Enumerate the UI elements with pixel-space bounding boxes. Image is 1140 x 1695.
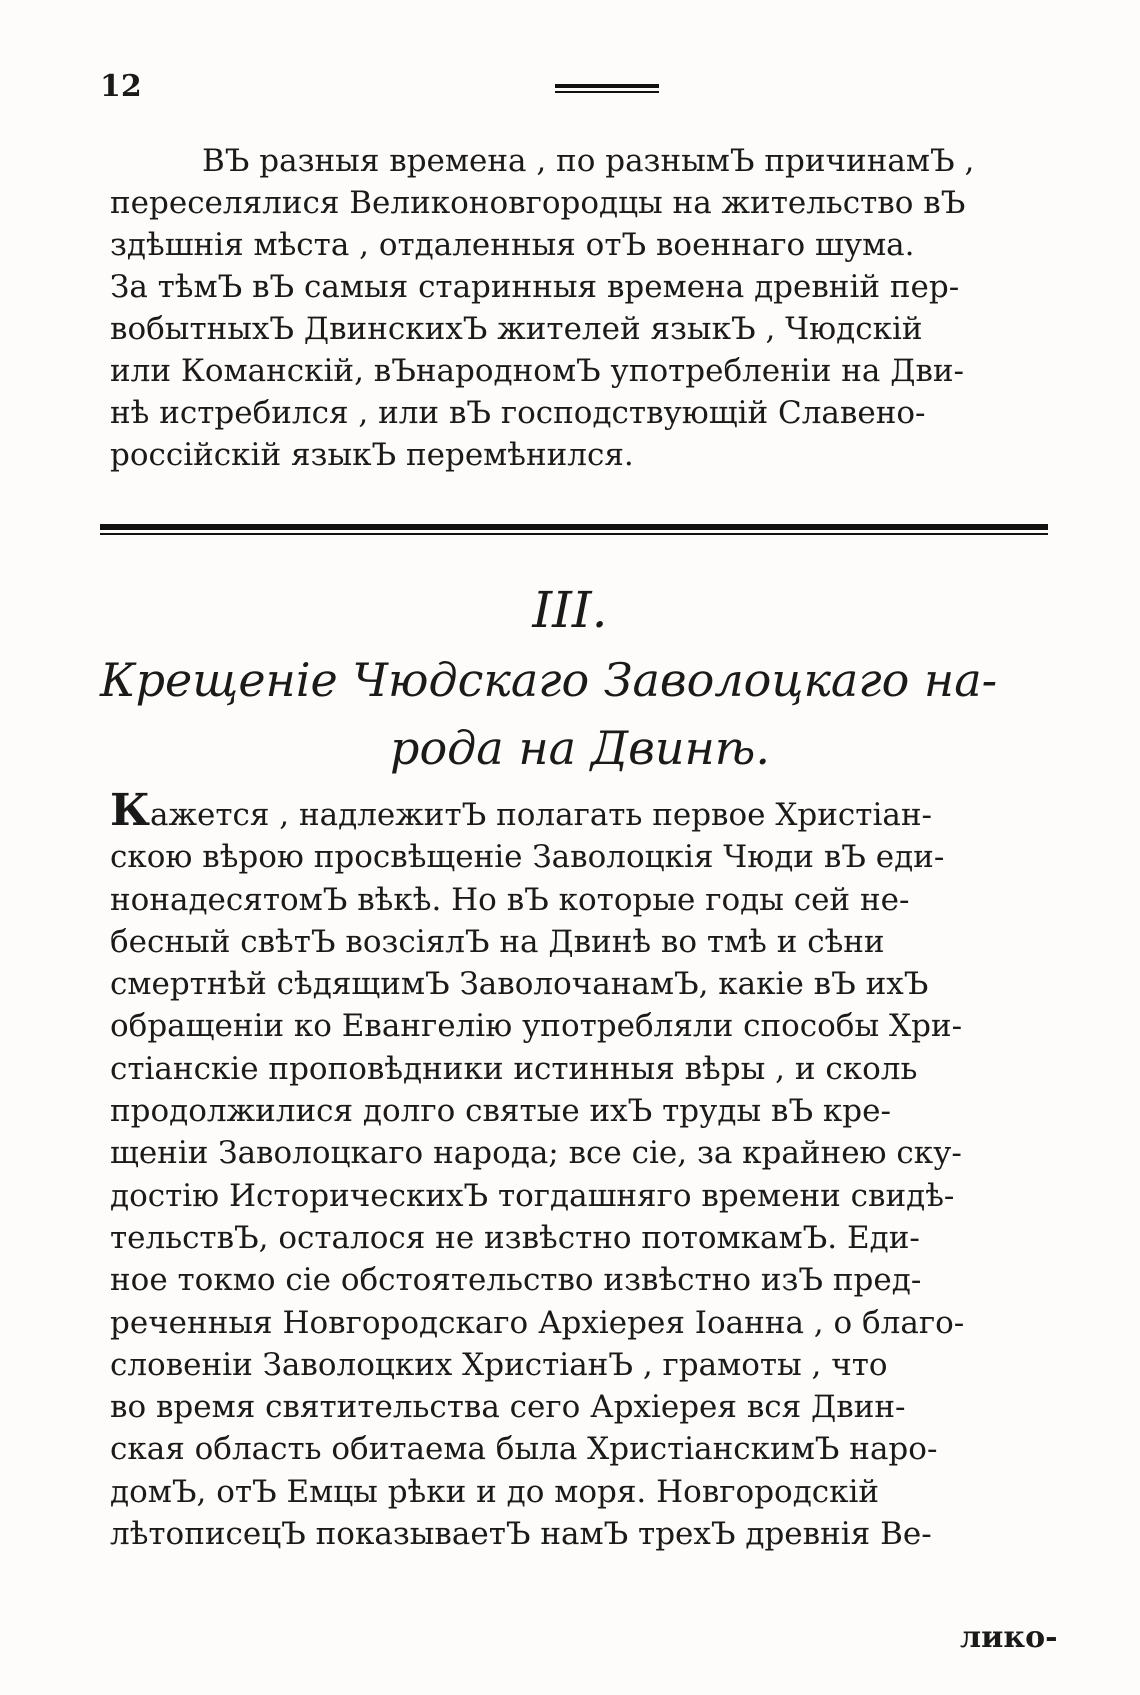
text-line: вобытныхЪ ДвинскихЪ жителей языкЪ , Чюдскій [110, 311, 923, 347]
section-title [100, 646, 1060, 782]
text-line: домЪ, отЪ Емцы рѣки и до моря. Новгородскій [110, 1473, 880, 1510]
text-line: щеніи Заволоцкаго народа; все сіе, за крайнею ску- [110, 1135, 962, 1172]
text-line: словеніи Заволоцких ХристіанЪ , грамоты , что [110, 1346, 888, 1383]
drop-cap: К [110, 785, 151, 836]
section-divider-rule [100, 524, 1048, 538]
header-ornament-rule [555, 84, 659, 96]
text-line-first [110, 785, 1060, 836]
section-number: III. [532, 581, 608, 639]
text-line: обращеніи ко Евангелію употребляли способы Хри- [110, 1008, 963, 1045]
text-line: ное токмо сіе обстоятельство извѣстно изЪ пред- [110, 1262, 922, 1299]
text-line: переселялися Великоновгородцы на жительство вЪ [110, 185, 966, 221]
paragraph-2 [110, 785, 1060, 1555]
text-line: стіанскіе проповѣдники истинныя вѣры , и сколь [110, 1050, 918, 1087]
text-line: россійскій языкЪ перемѣнился. [110, 437, 634, 473]
text-line: ВЪ разныя времена , по разнымЪ причинамЪ , [202, 143, 975, 179]
text-line: реченныя Новгородскаго Архіерея Іоанна , о благо- [110, 1304, 965, 1341]
text-line: или Команскій, вЪнародномЪ употребленіи на Дви- [110, 353, 965, 389]
text-line: скою вѣрою просвѣщеніе Заволоцкія Чюди вЪ еди- [110, 839, 945, 876]
text-line: нѣ истребился , или вЪ господствующій Славено- [110, 395, 926, 431]
text-line: продолжилися долго святые ихЪ труды вЪ кре- [110, 1093, 891, 1130]
text-line: бесный свѣтЪ возсіялЪ на Двинѣ во тмѣ и сѣни [110, 923, 885, 960]
text-line: ская область обитаема была ХристіанскимЪ наро- [110, 1431, 938, 1468]
text-line: ажется , надлежитЪ полагать первое Христіан- [150, 797, 932, 833]
text-line: За тѣмЪ вЪ самыя старинныя времена древній пер- [110, 269, 960, 305]
paragraph-1 [110, 140, 1060, 476]
text-line: здѣшнія мѣста , отдаленныя отЪ военнаго шума. [110, 227, 915, 263]
text-line: лѣтописецЪ показываетЪ намЪ трехЪ древнія Ве- [110, 1516, 932, 1553]
text-line: достію ИсторическихЪ тогдашняго времени свидѣ- [110, 1177, 955, 1214]
text-line: во время святительства сего Архіерея вся Двин- [110, 1389, 906, 1426]
text-line: тельствЪ, осталося не извѣстно потомкамЪ. Еди- [110, 1219, 920, 1256]
page-number: 12 [100, 69, 142, 104]
section-title-line: рода на Двинѣ. [390, 721, 770, 775]
section-title-line: Крещеніе Чюдскаго Заволоцкаго на- [100, 653, 998, 707]
text-line: смертнѣй сѣдящимЪ ЗаволочанамЪ, какіе вЪ ихЪ [110, 966, 929, 1003]
catchword: лико- [960, 1620, 1058, 1655]
text-line: нонадесятомЪ вѣкѣ. Но вЪ которые годы сей не- [110, 881, 910, 918]
